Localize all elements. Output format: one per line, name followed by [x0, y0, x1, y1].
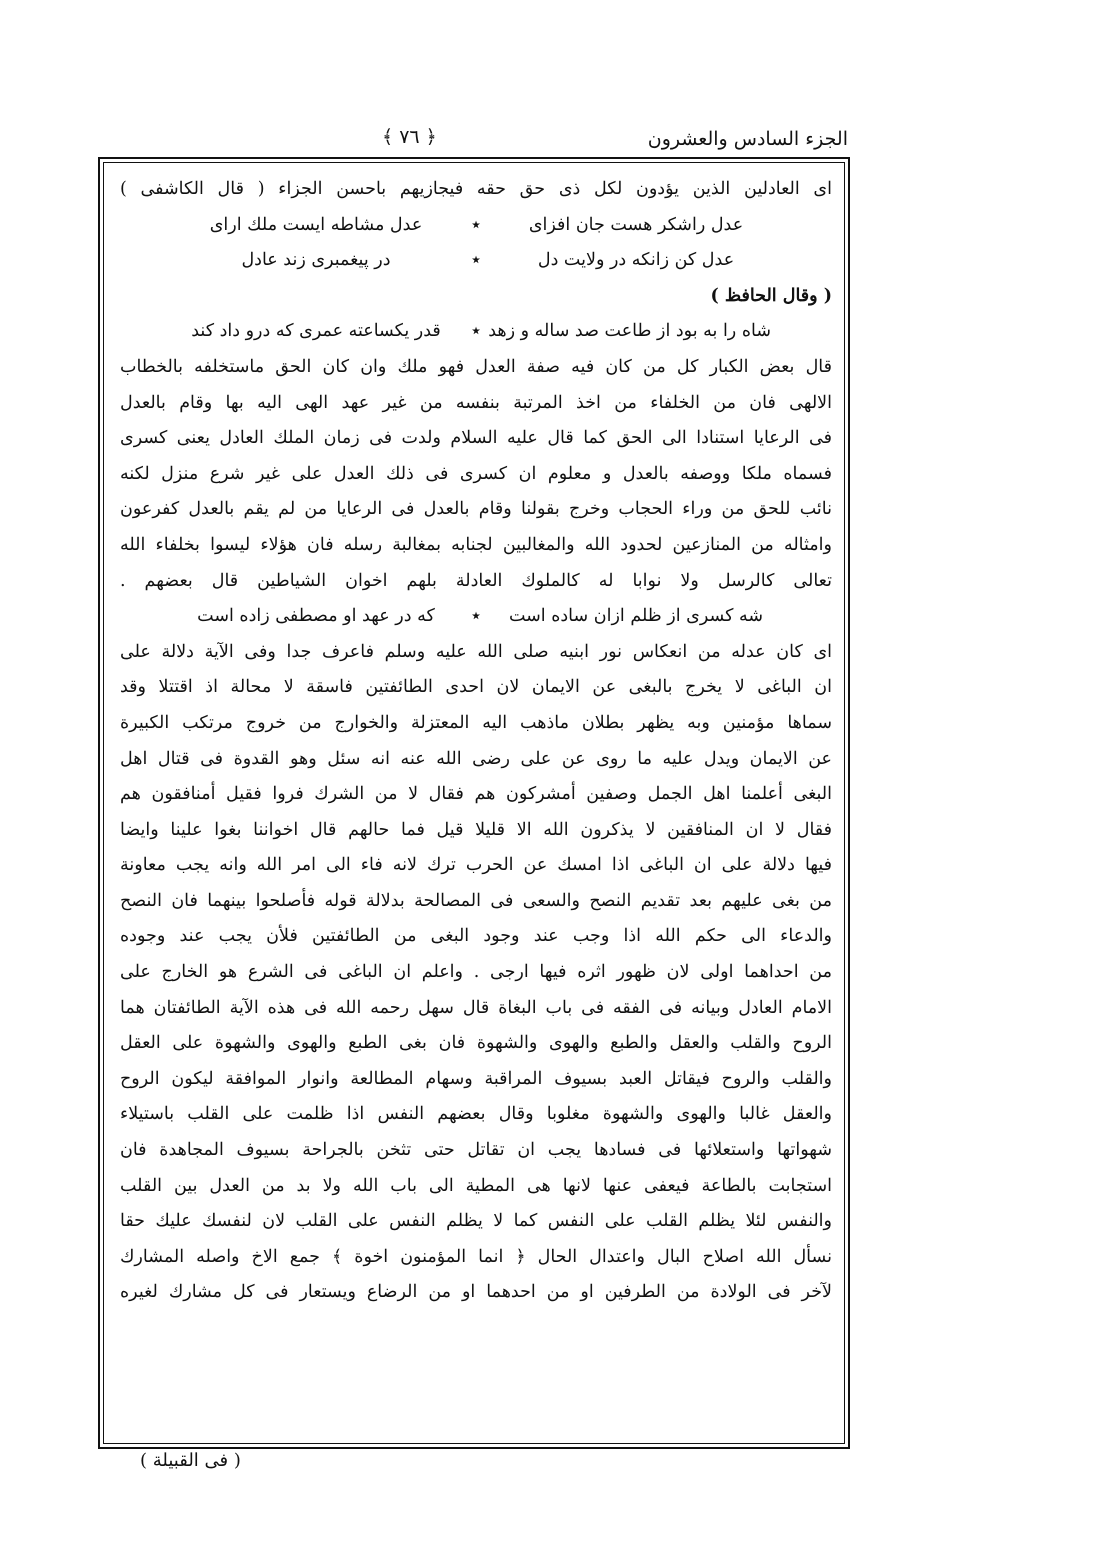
- verse-hemistich: شاه را به بود از طاعت صد ساله و زهد: [488, 321, 771, 342]
- verse-hemistich: عدل كن زانكه در ولايت دل: [537, 250, 735, 271]
- verse-hemistich: كه در عهد او مصطفى زاده است: [197, 606, 435, 627]
- main-text: [120, 172, 832, 1311]
- text-line: والعقل غالبا والهوى والشهوة مغلوبا وقال بعضهم النفس اذا ظلمت على القلب باستيلاء: [120, 1104, 832, 1125]
- page-header: [100, 122, 852, 158]
- verse-hemistich: در پيغمبرى زند عادل: [241, 250, 391, 271]
- verse-separator: ٭: [471, 321, 481, 342]
- text-line: اى كان عدله من انعكاس نور ابنيه صلى الله عليه وسلم فاعرف جدا وفى الآية دلالة على: [120, 641, 832, 662]
- text-line: عن الايمان ويدل عليه ما روى عن على رضى الله عنه انه سئل وهو القدوة فى قتال اهل: [120, 748, 832, 769]
- text-line: فقال لا ان المنافقين لا يذكرون الله الا قليلا قيل فما حالهم قال اخواننا بغوا علينا وايضا: [120, 819, 832, 840]
- text-line: والنفس لئلا يظلم القلب على النفس كما لا يظلم النفس على القلب لان لنفسك عليك حقا: [120, 1211, 832, 1232]
- text-line: قال بعض الكبار كل من كان فيه صفة العدل فهو ملك وان كان الحق ماستخلفه بالخطاب: [120, 356, 832, 377]
- verse-line: [120, 599, 832, 635]
- text-line: وامثاله من المنازعين لحدود الله والمغالبين لجنابه بمغالبة رسله فان هؤلاء ليسوا بخلفاء الله: [120, 534, 832, 555]
- text-line: نائب للحق من وراء الحجاب وخرج بقولنا وقام بالعدل فى الرعايا من لم يقم بالعدل كفرعون: [120, 499, 832, 520]
- verse-line: [120, 314, 832, 350]
- text-line: فى الرعايا استنادا الى الحق كما قال عليه السلام ولدت فى زمان الملك العادل يعنى كسرى: [120, 428, 832, 449]
- text-line: استجابت بالطاعة فيعفى عنها لانها هى المطية الى باب الله ولا بد من العدل بين القلب: [120, 1175, 832, 1196]
- verse-hemistich: قدر يكساعته عمرى كه درو داد كند: [191, 321, 441, 342]
- verse-hemistich: عدل مشاطه ايست ملك اراى: [209, 214, 423, 235]
- text-line: نسأل الله اصلاح البال واعتدال الحال ﴿ انما المؤمنون اخوة ﴾ جمع الاخ واصله المشارك: [120, 1246, 832, 1267]
- verse-line: [120, 208, 832, 244]
- verse-line: [120, 243, 832, 279]
- text-line: ان الباغى لا يخرج بالبغى عن الايمان لان احدى الطائفتين فاسقة لا محالة اذ اقتتلا وقد: [120, 677, 832, 698]
- text-line: فسماه ملكا ووصفه بالعدل و معلوم ان كسرى فى ذلك العدل على غير شرع منزل لكنه: [120, 463, 832, 484]
- verse-separator: ٭: [471, 250, 481, 271]
- text-line: والقلب والروح فيقاتل العبد بسيوف المراقبة وسهام المطالعة وانوار الموافقة ليكون الروح: [120, 1068, 832, 1089]
- text-line: سماها مؤمنين وبه يظهر بطلان ماذهب اليه المعتزلة والخوارج من خروج مرتكب الكبيرة: [120, 712, 832, 733]
- verse-hemistich: عدل راشكر هست جان افزاى: [528, 214, 744, 235]
- text-line: والدعاء الى حكم الله اذا وجب عند وجود البغى من الطائفتين فلأن يجب عند وجوده: [120, 926, 832, 947]
- text-line: الالهى فان من الخلفاء من اخذ المرتبة بنفسه من غير عهد الهى اليه بها وقام بالعدل: [120, 392, 832, 413]
- text-line: تعالى كالرسل ولا نوابا له كالملوك العادلة بلهم اخوان الشياطين قال بعضهم .: [120, 570, 832, 591]
- text-line: من بغى عليهم بعد تقديم النصح والسعى فى المصالحة بدلالة قوله فأصلحوا بينهما فان النصح: [120, 890, 832, 911]
- verse-separator: ٭: [471, 606, 481, 627]
- text-line: الامام العادل وبيانه فى الفقه فى باب البغاة قال سهل رحمه الله فى هذه الآية الطائفتان هما: [120, 997, 832, 1018]
- text-line: فيها دلالة على ان الباغى اذا امسك عن الحرب ترك لانه فاء الى امر الله وانه يجب معاونة: [120, 855, 832, 876]
- running-title: الجزء السادس والعشرون: [647, 128, 848, 150]
- text-line: من احداهما اولى لان ظهور اثره فيها ارجى . واعلم ان الباغى فى الشرع هو الخارج على: [120, 962, 832, 983]
- quote-heading: ( وقال الحافظ ): [710, 285, 832, 306]
- catchword: ( فى القبيلة ): [140, 1450, 241, 1471]
- text-line: الروح والقلب والعقل والطبع والهوى والشهوة فان بغى الطبع والهوى والشهوة على العقل: [120, 1033, 832, 1054]
- verse-hemistich: شه كسرى از ظلم ازان ساده است: [508, 606, 764, 627]
- text-line: لآخر فى الولادة من الطرفين او من احدهما او من الرضاع ويستعار فى كل مشارك لغيره: [120, 1282, 832, 1303]
- text-line: شهواتها واستعلائها فى فسادها يجب ان تقاتل حتى تثخن بالجراحة بسيوف المجاهدة فان: [120, 1140, 832, 1161]
- text-line: اى العادلين الذين يؤدون لكل ذى حق حقه فيجازيهم باحسن الجزاء ( قال الكاشفى ): [120, 179, 832, 199]
- text-line: البغى أعلمنا اهل الجمل وصفين أمشركون هم فقال لا من الشرك فروا فقيل أمنافقون هم: [120, 784, 832, 805]
- verse-separator: ٭: [471, 214, 481, 235]
- page-number: ﴿ ٧٦ ﴾: [382, 126, 437, 148]
